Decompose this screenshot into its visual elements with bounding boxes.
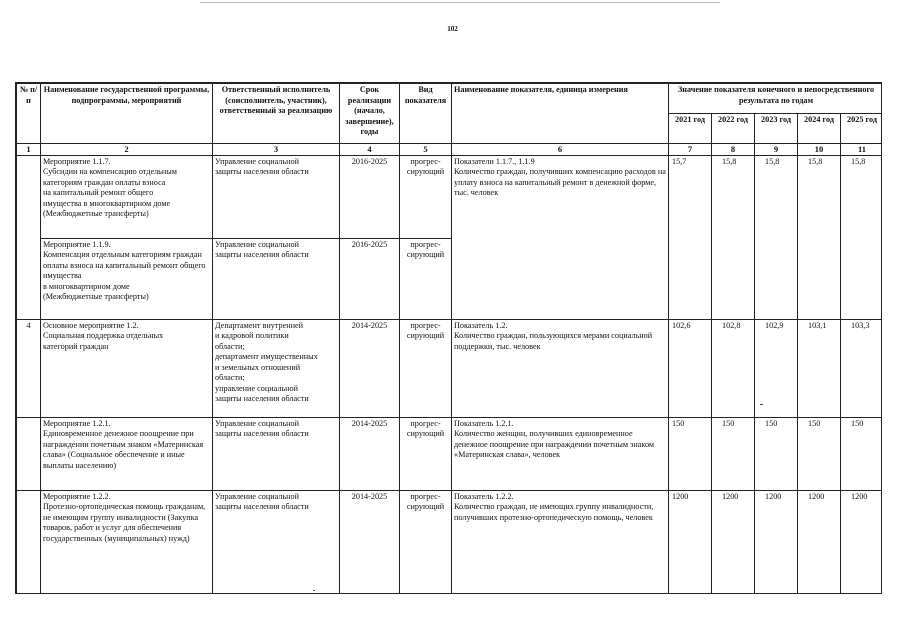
- header-program-name: Наименование государственной программы, подпрограммы, мероприятий: [41, 84, 213, 144]
- value-2021: 1200: [669, 490, 712, 594]
- value-2025: 150: [841, 417, 883, 490]
- col-number: 6: [452, 144, 669, 156]
- indicator-name: Показатель 1.2.2. Количество граждан, не имеющих группу инвалидности, получивших протезно-ортопедическую помощь, человек: [452, 490, 669, 594]
- row-number: 4: [17, 319, 41, 417]
- indicator-name: Показатель 1.2. Количество граждан, пользующихся мерами социальной поддержки, тыс. человек: [452, 319, 669, 417]
- activity-name: Мероприятие 1.1.7. Субсидии на компенсацию отдельным категориям граждан оплаты взноса на капитальный ремонт общего имущества в многоквартирном доме (Межбюджетные трансферты): [41, 155, 213, 238]
- activity-executor: Управление социальной защиты населения области: [213, 238, 340, 319]
- header-year-2025: 2025 год: [841, 114, 883, 144]
- indicator-name: Показатели 1.1.7., 1.1.9 Количество граждан, получивших компенсацию расходов на уплату взноса на капитальный ремонт в денежной форме, тыс. человек: [452, 155, 669, 319]
- header-executor: Ответственный исполнитель (соисполнитель, участник), ответственный за реализацию: [213, 84, 340, 144]
- header-term: Срок реализации (начало, завершение), годы: [340, 84, 400, 144]
- activity-term: 2014-2025: [340, 319, 400, 417]
- activity-term: 2016-2025: [340, 238, 400, 319]
- indicator-kind: прогрес- сирующий: [400, 238, 452, 319]
- table-row: [17, 417, 883, 490]
- indicator-kind: прогрес- сирующий: [400, 155, 452, 238]
- row-number: [17, 490, 41, 594]
- scan-speck: [313, 590, 315, 591]
- value-2023: 15,8: [755, 155, 798, 319]
- activity-term: 2016-2025: [340, 155, 400, 238]
- header-num: № п/п: [17, 84, 41, 144]
- value-2024: 1200: [798, 490, 841, 594]
- activity-name: Мероприятие 1.2.2. Протезно-ортопедическая помощь гражданам, не имеющим группу инвалидности (Закупка товаров, работ и услуг для обеспечения государственных (муниципальных) нужд): [41, 490, 213, 594]
- activity-term: 2014-2025: [340, 417, 400, 490]
- col-number: 10: [798, 144, 841, 156]
- value-2025: 15,8: [841, 155, 883, 319]
- col-number: 7: [669, 144, 712, 156]
- indicator-kind: прогрес- сирующий: [400, 319, 452, 417]
- activity-name: Основное мероприятие 1.2. Социальная поддержка отдельных категорий граждан: [41, 319, 213, 417]
- col-number: 3: [213, 144, 340, 156]
- table-row: [17, 155, 883, 238]
- activity-term: 2014-2025: [340, 490, 400, 594]
- header-year-2021: 2021 год: [669, 114, 712, 144]
- value-2022: 102,8: [712, 319, 755, 417]
- activity-executor: Управление социальной защиты населения области: [213, 417, 340, 490]
- value-2022: 150: [712, 417, 755, 490]
- value-2021: 102,6: [669, 319, 712, 417]
- table-row: [17, 319, 883, 417]
- value-2025: 103,3: [841, 319, 883, 417]
- value-2024: 150: [798, 417, 841, 490]
- col-number: 11: [841, 144, 883, 156]
- value-2022: 1200: [712, 490, 755, 594]
- row-number: [17, 417, 41, 490]
- indicators-table: [16, 83, 882, 594]
- header-values-by-year: Значение показателя конечного и непосредственного результата по годам: [669, 84, 883, 114]
- activity-executor: Департамент внутренней и кадровой политики области; департамент имущественных и земельных отношений области; управление социальной защиты населения области: [213, 319, 340, 417]
- value-2024: 103,1: [798, 319, 841, 417]
- col-number: 2: [41, 144, 213, 156]
- activity-name: Мероприятие 1.2.1. Единовременное денежное поощрение при награждении почетным знаком «Материнская слава» (Социальное обеспечение и иные выплаты населению): [41, 417, 213, 490]
- page-number: 102: [447, 25, 458, 33]
- header-indicator-name: Наименование показателя, единица измерения: [452, 84, 669, 144]
- value-2025: 1200: [841, 490, 883, 594]
- table-frame: [15, 82, 882, 594]
- indicator-kind: прогрес- сирующий: [400, 490, 452, 594]
- value-2023: 150: [755, 417, 798, 490]
- activity-executor: Управление социальной защиты населения области: [213, 155, 340, 238]
- col-number: 4: [340, 144, 400, 156]
- col-number: 5: [400, 144, 452, 156]
- value-2021: 15,7: [669, 155, 712, 319]
- col-number: 1: [17, 144, 41, 156]
- col-number: 9: [755, 144, 798, 156]
- row-number: [17, 155, 41, 319]
- header-indicator-kind: Вид показателя: [400, 84, 452, 144]
- header-year-2023: 2023 год: [755, 114, 798, 144]
- header-year-2024: 2024 год: [798, 114, 841, 144]
- activity-executor: Управление социальной защиты населения области: [213, 490, 340, 594]
- value-2023: 1200: [755, 490, 798, 594]
- indicator-name: Показатель 1.2.1. Количество женщин, получивших единовременное денежное поощрение при награждении почетным знаком «Материнская слава», человек: [452, 417, 669, 490]
- activity-name: Мероприятие 1.1.9. Компенсация отдельным категориям граждан оплаты взноса на капитальный ремонт общего имущества в многоквартирном доме (Межбюджетные трансферты): [41, 238, 213, 319]
- value-2022: 15,8: [712, 155, 755, 319]
- header-year-2022: 2022 год: [712, 114, 755, 144]
- value-2021: 150: [669, 417, 712, 490]
- value-2024: 15,8: [798, 155, 841, 319]
- table-row: [17, 490, 883, 594]
- indicator-kind: прогрес- сирующий: [400, 417, 452, 490]
- scan-speck: [760, 404, 763, 405]
- top-scan-line: [200, 2, 720, 3]
- col-number: 8: [712, 144, 755, 156]
- value-2023: 102,9: [755, 319, 798, 417]
